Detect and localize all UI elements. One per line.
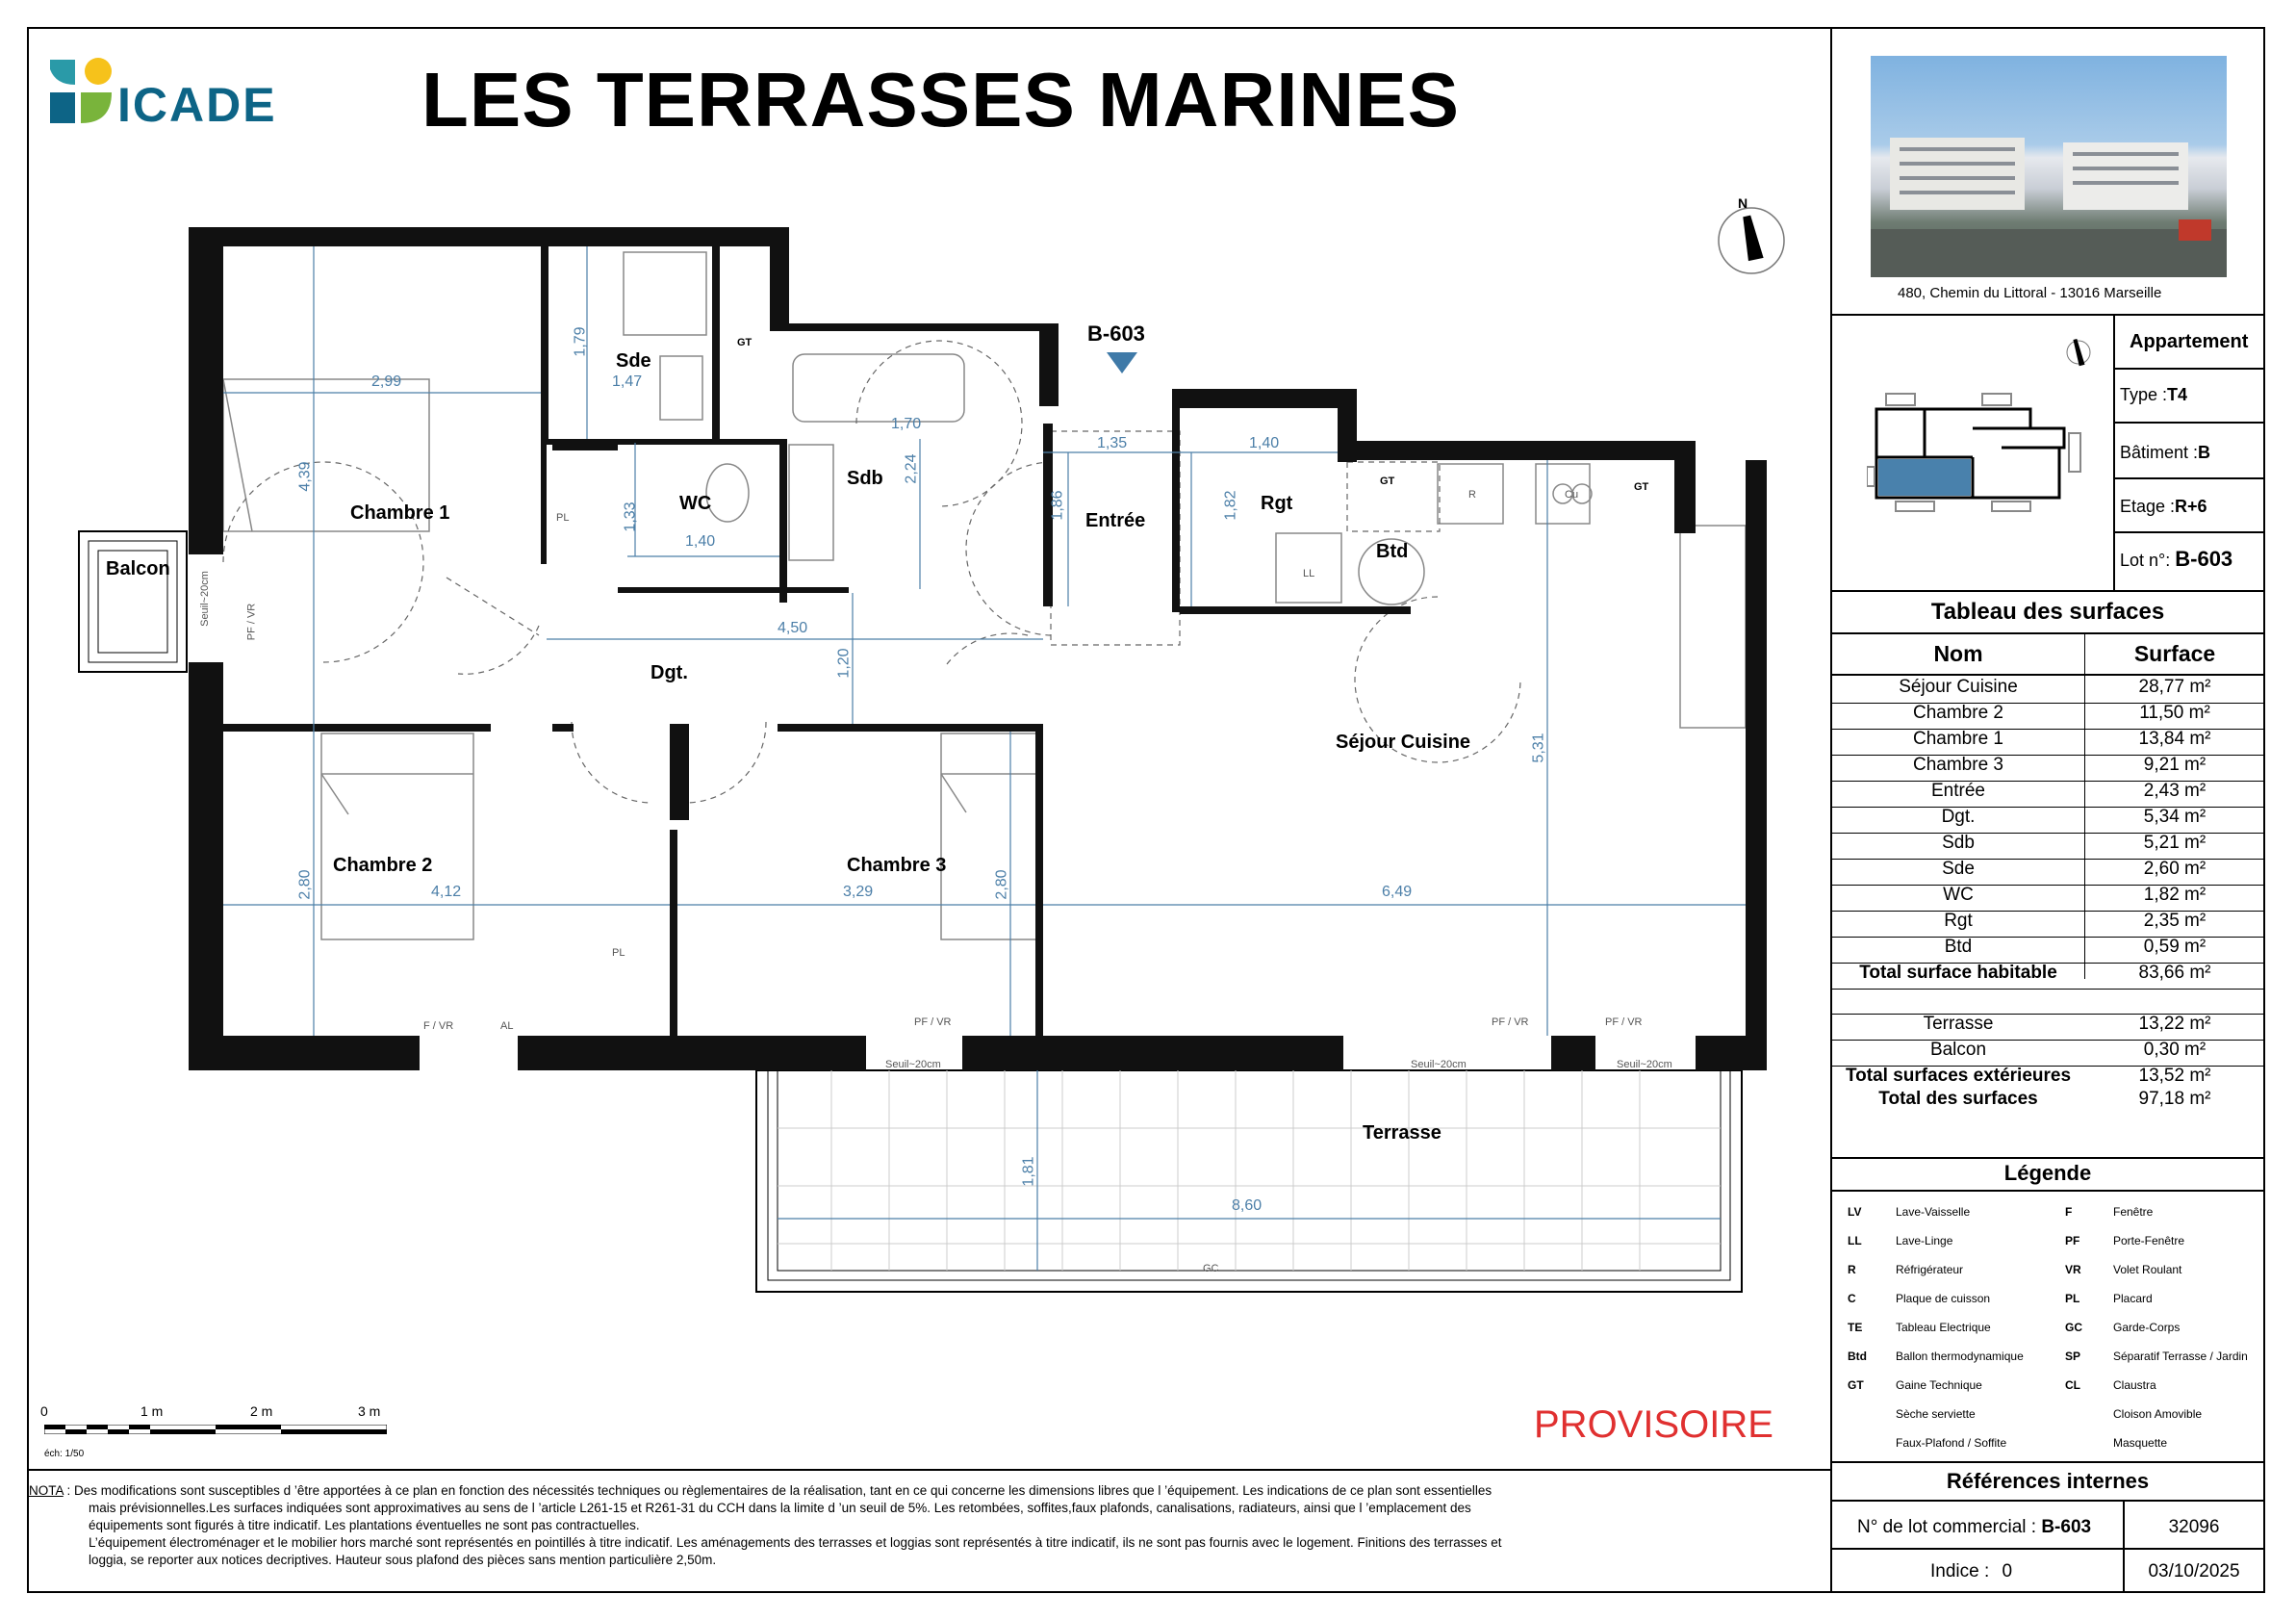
dim-280a: 2,80 — [296, 869, 314, 900]
nota-label: NOTA — [29, 1483, 64, 1498]
dim-531: 5,31 — [1530, 733, 1547, 763]
nota-block — [29, 1482, 1790, 1569]
legend-item — [2065, 1407, 2202, 1421]
divider — [1830, 1157, 2265, 1159]
key-plan — [1867, 390, 2088, 525]
ref-date: 03/10/2025 — [2148, 1561, 2240, 1581]
scale-ech: éch: 1/50 — [44, 1449, 85, 1459]
dim-329: 3,29 — [843, 884, 874, 900]
code-pl-1: PL — [556, 512, 570, 524]
page-title: LES TERRASSES MARINES — [421, 57, 1460, 142]
legend-item — [2065, 1205, 2153, 1219]
room-chambre2: Chambre 2 — [333, 855, 433, 876]
legend-code: TE — [1848, 1321, 1863, 1334]
north-label: N — [1738, 195, 1748, 211]
divider — [1830, 1190, 2265, 1192]
type-value: T4 — [2167, 385, 2188, 404]
etage-label: Etage : — [2120, 497, 2176, 516]
scale-labels — [38, 1403, 404, 1423]
surface-name: Entrée — [1931, 781, 1985, 801]
surface-name: Balcon — [1929, 1040, 1987, 1060]
divider — [1830, 674, 2265, 676]
dim-181: 1,81 — [1020, 1156, 1037, 1187]
surface-name: Dgt. — [1941, 807, 1976, 827]
provisoire-stamp: PROVISOIRE — [1534, 1403, 1773, 1446]
surface-value: 83,66 m² — [2138, 963, 2211, 983]
legend-title: Légende — [2003, 1161, 2092, 1185]
mini-compass-icon — [2059, 333, 2098, 372]
divider — [2113, 531, 2265, 533]
legend-code: VR — [2065, 1263, 2081, 1276]
legend-item — [2065, 1292, 2153, 1305]
dim-439: 4,39 — [296, 461, 314, 492]
nota-line-2: mais prévisionnelles.Les surfaces indiquées sont approximatives au sens de l ’article L261-15 et R261-31 du CCH dans la limite d ’un seuil de 5%. Les retombées, soffites,faux plafonds, canalisations, radiateurs, ainsi que l ’emplacement des — [89, 1501, 1471, 1515]
surface-value: 28,77 m² — [2138, 677, 2211, 697]
surface-value: 0,30 m² — [2143, 1040, 2207, 1060]
room-terrasse: Terrasse — [1363, 1122, 1441, 1144]
room-chambre3: Chambre 3 — [847, 855, 947, 876]
legend-label: Lave-Linge — [1896, 1234, 1953, 1247]
code-gt-2: GT — [1380, 476, 1395, 487]
room-entree: Entrée — [1085, 510, 1146, 531]
code-pfvr-1: PF / VR — [914, 1016, 952, 1028]
legend-label: Tableau Electrique — [1896, 1321, 1991, 1334]
legend-item — [1848, 1292, 1990, 1305]
lot-row — [2120, 547, 2232, 572]
legend-label: Réfrigérateur — [1896, 1263, 1964, 1276]
scale-bar — [44, 1425, 387, 1434]
legend-label: Fenêtre — [2113, 1205, 2154, 1219]
legend-item — [1848, 1350, 2024, 1363]
code-gc: GC — [1203, 1263, 1219, 1274]
legend-code: Btd — [1848, 1350, 1867, 1363]
dim-412: 4,12 — [431, 884, 462, 900]
code-pfvr-3: PF / VR — [1605, 1016, 1643, 1028]
scale-label-1: 1 m — [140, 1403, 164, 1419]
legend-item — [2065, 1378, 2156, 1392]
plan-lot-label: B-603 — [1087, 321, 1145, 346]
legend-label: Garde-Corps — [2113, 1321, 2181, 1334]
surface-value: 1,82 m² — [2143, 885, 2207, 905]
surface-name: Chambre 2 — [1913, 703, 2003, 723]
legend-item — [2065, 1436, 2167, 1450]
surface-name: Séjour Cuisine — [1899, 677, 2018, 697]
dim-649: 6,49 — [1382, 884, 1413, 900]
legend-item — [2065, 1263, 2181, 1276]
batiment-row — [2120, 443, 2210, 463]
surface-name: Btd — [1944, 937, 1973, 957]
building-photo — [1871, 56, 2227, 277]
code-gt-1: GT — [737, 337, 753, 348]
legend-code: GC — [2065, 1321, 2082, 1334]
surface-name: Rgt — [1944, 911, 1973, 931]
batiment-value: B — [2198, 443, 2211, 462]
room-rgt: Rgt — [1261, 493, 1293, 514]
dim-224: 2,24 — [903, 453, 920, 484]
legend-label: Cloison Amovible — [2113, 1407, 2203, 1421]
nota-line-3: équipements sont figurés à titre indicatif. Les plantations éventuelles ne sont pas contractuelles. — [89, 1518, 640, 1532]
room-chambre1: Chambre 1 — [350, 502, 450, 524]
ref-indice-label: Indice : — [1930, 1561, 1990, 1581]
dim-140b: 1,40 — [1249, 435, 1280, 451]
legend-item — [1848, 1234, 1952, 1247]
row-divider — [1830, 989, 2265, 990]
legend-label: Lave-Vaisselle — [1896, 1205, 1971, 1219]
code-cu: Cu — [1565, 489, 1579, 501]
legend-label: Plaque de cuisson — [1896, 1292, 1991, 1305]
legend-item — [1848, 1321, 1991, 1334]
legend-code: C — [1848, 1292, 1856, 1305]
code-pfvr-2: PF / VR — [1492, 1016, 1529, 1028]
dim-140a: 1,40 — [685, 533, 716, 550]
legend-label: Faux-Plafond / Soffite — [1896, 1436, 2007, 1450]
surface-value: 5,34 m² — [2143, 807, 2207, 827]
legend-item — [2065, 1350, 2248, 1363]
ref-lot-value: B-603 — [2041, 1517, 2092, 1537]
legend-code: PL — [2065, 1292, 2080, 1305]
surface-name: Total surface habitable — [1859, 963, 2057, 983]
dim-170: 1,70 — [891, 416, 922, 432]
room-sdb: Sdb — [847, 468, 883, 489]
ref-lot-label: N° de lot commercial : — [1857, 1517, 2037, 1537]
legend-label: Gaine Technique — [1896, 1378, 1982, 1392]
col-nom-header: Nom — [1933, 641, 1983, 666]
dim-179: 1,79 — [572, 326, 589, 357]
room-sejour: Séjour Cuisine — [1336, 732, 1471, 753]
ref-indice-value: 0 — [2002, 1561, 2013, 1581]
legend-label: Séparatif Terrasse / Jardin — [2113, 1350, 2248, 1363]
legend-label: Volet Roulant — [2113, 1263, 2182, 1276]
nota-line-1: NOTA : Des modifications sont susceptibles d ’être apportées à ce plan en fonction des nécessités techniques ou règlementaires de la réalisation, tant en ce qui concerne les dimensions libres que l ’équipement. Les indications de ce plan sont essentielles — [29, 1483, 1492, 1498]
legend-code: F — [2065, 1205, 2073, 1219]
surface-name: Total des surfaces — [1878, 1089, 2038, 1109]
nota-line-4: L’équipement électroménager et le mobilier hors marché sont représentés en pointillés à titre indicatif. Les aménagements des terrasses et loggias sont représentés à titre indicatif, ils ne sont pas fournis avec le logement. Finitions des terrasses et — [89, 1535, 1502, 1550]
batiment-label: Bâtiment : — [2120, 443, 2199, 462]
dim-120: 1,20 — [835, 648, 853, 679]
surfaces-title: Tableau des surfaces — [1930, 599, 2165, 625]
terrasse-area — [756, 1070, 1742, 1292]
surface-value: 2,60 m² — [2143, 859, 2207, 879]
etage-value: R+6 — [2175, 497, 2207, 516]
col-surface-header: Surface — [2133, 641, 2216, 666]
divider — [1830, 314, 2265, 316]
code-al: AL — [500, 1020, 514, 1032]
dim-450: 4,50 — [778, 620, 808, 636]
surface-value: 9,21 m² — [2143, 755, 2207, 775]
legend-code: PF — [2065, 1234, 2080, 1247]
legend-code: SP — [2065, 1350, 2081, 1363]
code-seuil-1: Seuil~20cm — [885, 1059, 941, 1070]
legend-label: Claustra — [2113, 1378, 2156, 1392]
scale-label-3: 3 m — [358, 1403, 381, 1419]
divider — [27, 1469, 1830, 1471]
surface-value: 2,43 m² — [2143, 781, 2207, 801]
dim-280b: 2,80 — [993, 869, 1010, 900]
surface-name: WC — [1943, 885, 1974, 905]
ref-indice-row — [1930, 1561, 2012, 1582]
legend-code: LL — [1848, 1234, 1862, 1247]
room-sde: Sde — [616, 350, 651, 372]
legend-code: CL — [2065, 1378, 2080, 1392]
legend-item — [2065, 1321, 2180, 1334]
legend-item — [1848, 1407, 1976, 1421]
room-wc: WC — [679, 493, 712, 514]
divider — [1830, 1548, 2265, 1550]
surface-value: 13,52 m² — [2138, 1066, 2211, 1086]
code-pl-2: PL — [612, 947, 625, 959]
legend-label: Masquette — [2113, 1436, 2168, 1450]
legend-label: Ballon thermodynamique — [1896, 1350, 2024, 1363]
dim-133: 1,33 — [622, 501, 639, 532]
room-btd: Btd — [1376, 541, 1409, 562]
divider — [1830, 632, 2265, 634]
dim-147: 1,47 — [612, 373, 643, 390]
dim-135: 1,35 — [1097, 435, 1128, 451]
surface-value: 97,18 m² — [2138, 1089, 2211, 1109]
divider — [2113, 368, 2265, 370]
dim-860: 8,60 — [1232, 1197, 1263, 1214]
room-balcon: Balcon — [106, 558, 170, 579]
project-address: 480, Chemin du Littoral - 13016 Marseille — [1898, 285, 2162, 301]
divider — [1830, 1500, 2265, 1502]
divider — [2113, 477, 2265, 479]
appartement-label: Appartement — [2130, 331, 2249, 352]
legend-item — [1848, 1205, 1970, 1219]
legend-item — [1848, 1263, 1963, 1276]
surface-name: Total surfaces extérieures — [1845, 1066, 2072, 1086]
code-seuil-3: Seuil~20cm — [1617, 1059, 1672, 1070]
divider — [1830, 1461, 2265, 1463]
code-pfvr-balcon: PF / VR — [245, 603, 258, 641]
code-fvr: F / VR — [423, 1020, 454, 1032]
surface-name: Terrasse — [1923, 1014, 1994, 1034]
scale-label-0: 0 — [40, 1403, 48, 1419]
divider — [2113, 314, 2115, 591]
room-dgt: Dgt. — [651, 662, 688, 683]
surface-value: 13,22 m² — [2138, 1014, 2211, 1034]
lot-label: Lot n°: — [2120, 551, 2171, 570]
legend-code: LV — [1848, 1205, 1862, 1219]
dim-182: 1,82 — [1222, 490, 1239, 521]
dim-299: 2,99 — [371, 373, 402, 390]
legend-code: GT — [1848, 1378, 1864, 1392]
scale-label-2: 2 m — [250, 1403, 273, 1419]
surface-value: 13,84 m² — [2138, 729, 2211, 749]
code-gt-3: GT — [1634, 481, 1649, 493]
references-title: Références internes — [1946, 1469, 2150, 1493]
legend-item — [1848, 1378, 1982, 1392]
ref-lot-row — [1857, 1517, 2091, 1538]
surface-name: Sde — [1942, 859, 1975, 879]
lot-marker-icon — [1107, 352, 1137, 373]
code-r: R — [1468, 489, 1476, 501]
legend-label: Sèche serviette — [1896, 1407, 1976, 1421]
surface-value: 5,21 m² — [2143, 833, 2207, 853]
code-ll: LL — [1303, 568, 1315, 579]
ref-code: 32096 — [2168, 1517, 2220, 1537]
balcon-area — [79, 531, 187, 672]
surface-value: 11,50 m² — [2139, 703, 2210, 723]
divider — [2113, 422, 2265, 424]
nota-line-5: loggia, se reporter aux notices decriptives. Hauteur sous plafond des pièces sans mention particulière 2,50m. — [89, 1553, 717, 1567]
lot-value: B-603 — [2175, 547, 2233, 571]
legend-label: Placard — [2113, 1292, 2153, 1305]
dim-186: 1,86 — [1049, 490, 1066, 521]
surface-name: Chambre 3 — [1913, 755, 2003, 775]
code-seuil-2: Seuil~20cm — [1411, 1059, 1467, 1070]
legend-label: Porte-Fenêtre — [2113, 1234, 2185, 1247]
divider — [1830, 590, 2265, 592]
logo-text: ICADE — [117, 78, 277, 132]
legend-item — [2065, 1234, 2184, 1247]
legend-code: R — [1848, 1263, 1856, 1276]
surface-value: 2,35 m² — [2143, 911, 2207, 931]
type-label: Type : — [2120, 385, 2168, 404]
code-seuil-balcon: Seuil~20cm — [198, 571, 211, 627]
type-row — [2120, 385, 2187, 405]
surface-name: Chambre 1 — [1913, 729, 2003, 749]
surface-name: Sdb — [1942, 833, 1975, 853]
surface-value: 0,59 m² — [2143, 937, 2207, 957]
legend-item — [1848, 1436, 2006, 1450]
etage-row — [2120, 497, 2207, 517]
walls — [189, 227, 1767, 1070]
